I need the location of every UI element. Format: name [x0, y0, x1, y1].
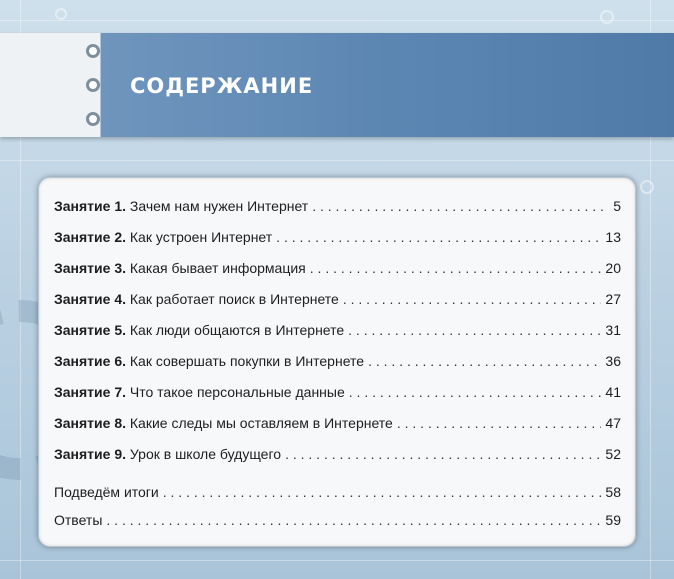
toc-entry-page: 27 — [605, 291, 621, 307]
toc-entry-title: Подведём итоги — [54, 484, 159, 500]
leader-dots — [368, 353, 601, 369]
leader-dots — [312, 198, 609, 214]
toc-entry-label: Занятие 1. — [54, 198, 126, 214]
leader-dots — [397, 415, 602, 431]
toc-entry-page: 52 — [605, 446, 621, 462]
toc-entry-summary[interactable] — [54, 484, 621, 500]
toc-entry[interactable] — [54, 229, 621, 245]
toc-entry[interactable] — [54, 260, 621, 276]
toc-entry-title: Как люди общаются в Интернете — [129, 322, 345, 338]
toc-entry-title: Как совершать покупки в Интернете — [129, 353, 365, 369]
header-band — [0, 33, 674, 137]
leader-dots — [348, 322, 601, 338]
toc-entry-label: Занятие 7. — [54, 384, 126, 400]
toc-entry-page: 31 — [605, 322, 621, 338]
toc-entry[interactable] — [54, 353, 621, 369]
toc-entry-title: Какая бывает информация — [129, 260, 306, 276]
toc-entry-label: Занятие 6. — [54, 353, 126, 369]
binder-ring-icon — [86, 78, 100, 92]
toc-entry-page: 58 — [605, 484, 621, 500]
toc-entry-title: Урок в школе будущего — [129, 446, 282, 462]
leader-dots — [106, 512, 601, 528]
leader-dots — [349, 384, 602, 400]
toc-entry-page: 13 — [605, 229, 621, 245]
toc-entry-label: Занятие 8. — [54, 415, 126, 431]
toc-entry-page: 41 — [605, 384, 621, 400]
binding-strip — [0, 33, 96, 137]
toc-entry-page: 5 — [613, 198, 621, 214]
toc-entry-title: Как работает поиск в Интернете — [129, 291, 339, 307]
table-of-contents — [38, 177, 636, 547]
toc-entry-title: Ответы — [54, 512, 103, 528]
leader-dots — [343, 291, 602, 307]
leader-dots — [276, 229, 601, 245]
toc-entry-label: Занятие 4. — [54, 291, 126, 307]
toc-entry-page: 59 — [605, 512, 621, 528]
toc-entry[interactable] — [54, 384, 621, 400]
toc-entry-title: Зачем нам нужен Интернет — [129, 198, 309, 214]
toc-entry-title: Как устроен Интернет — [129, 229, 273, 245]
toc-entry-page: 20 — [605, 260, 621, 276]
toc-entry[interactable] — [54, 446, 621, 462]
toc-entry-title: Какие следы мы оставляем в Интернете — [129, 415, 393, 431]
toc-entry-answers[interactable] — [54, 512, 621, 528]
binder-ring-icon — [86, 112, 100, 126]
toc-entry-label: Занятие 5. — [54, 322, 126, 338]
leader-dots — [163, 484, 602, 500]
toc-entry[interactable] — [54, 322, 621, 338]
toc-entry-page: 47 — [605, 415, 621, 431]
toc-entry[interactable] — [54, 415, 621, 431]
leader-dots — [310, 260, 602, 276]
leader-dots — [285, 446, 601, 462]
toc-entry-label: Занятие 3. — [54, 260, 126, 276]
toc-entry-label: Занятие 9. — [54, 446, 126, 462]
toc-entry-label: Занятие 2. — [54, 229, 126, 245]
toc-entry-title: Что такое персональные данные — [129, 384, 345, 400]
binder-ring-icon — [86, 44, 100, 58]
page-title: СОДЕРЖАНИЕ — [130, 74, 314, 98]
toc-entry[interactable] — [54, 198, 621, 214]
toc-entry[interactable] — [54, 291, 621, 307]
toc-entry-page: 36 — [605, 353, 621, 369]
